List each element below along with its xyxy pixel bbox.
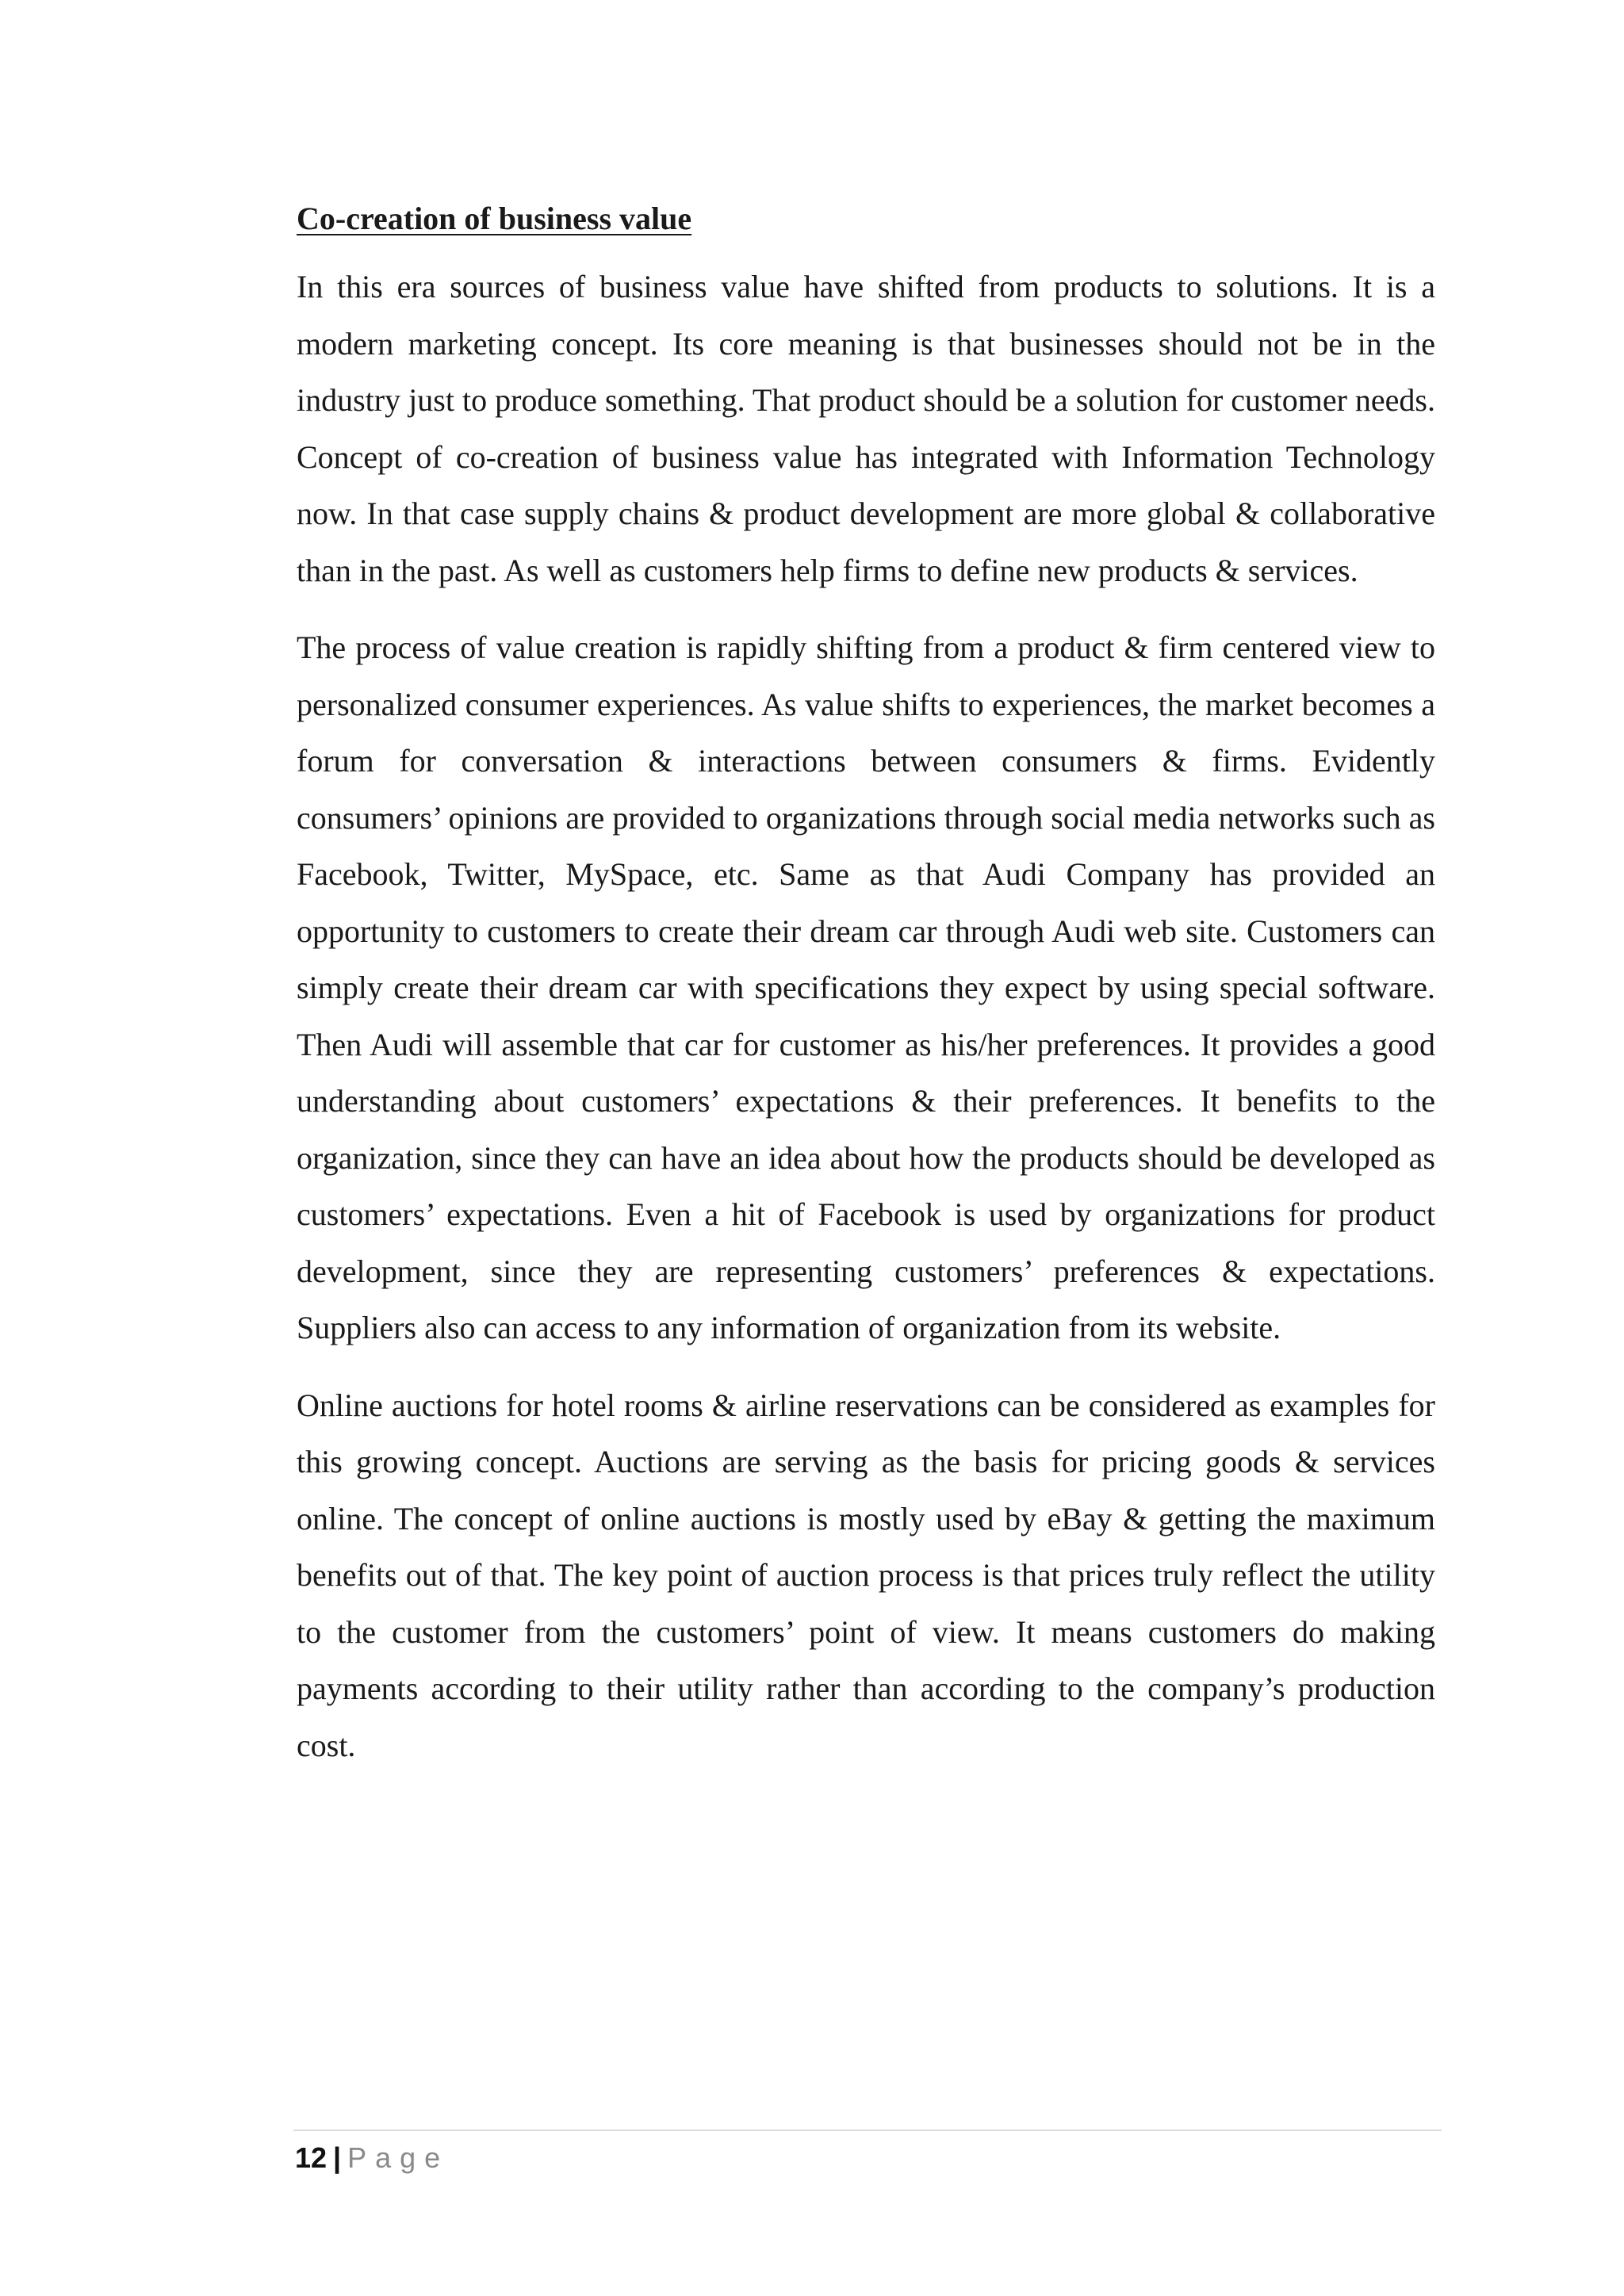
footer-separator: | (333, 2141, 342, 2174)
footer-page-indicator (295, 2139, 449, 2177)
page-content (297, 190, 1435, 1794)
section-heading: Co-creation of business value (297, 201, 692, 236)
paragraph-1: In this era sources of business value have shifted from products to solutions. It is a modern marketing concept. Its core meaning is that businesses should not be in the industry just to produce something. That product should be a solution for customer needs. Concept of co-creation of business value has integrated with Information Technology now. In that case supply chains & product development are more global & collaborative than in the past. As well as customers help firms to define new products & services. (297, 269, 1435, 588)
paragraph-2: The process of value creation is rapidly shifting from a product & firm centered view to personalized consumer experiences. As value shifts to experiences, the market becomes a forum for conversation & interactions between consumers & firms. Evidently consumers’ opinions are provided to organizations through social media networks such as Facebook, Twitter, MySpace, etc. Same as that Audi Company has provided an opportunity to customers to create their dream car through Audi web site. Customers can simply create their dream car with specifications they expect by using special software. Then Audi will assemble that car for customer as his/her preferences. It provides a good understanding about customers’ expectations & their preferences. It benefits to the organization, since they can have an idea about how the products should be developed as customers’ expectations. Even a hit of Facebook is used by organizations for product development, since they are representing customers’ preferences & expectations. Suppliers also can access to any information of organization from its website. (297, 629, 1435, 1345)
page-footer (293, 2130, 1442, 2174)
page-label: Page (347, 2141, 450, 2174)
page-number: 12 (295, 2141, 327, 2174)
paragraph-3: Online auctions for hotel rooms & airline reservations can be considered as examples for this growing concept. Auctions are serving as the basis for pricing goods & services online. The concept of online auctions is mostly used by eBay & getting the maximum benefits out of that. The key point of auction process is that prices truly reflect the utility to the customer from the customers’ point of view. It means customers do making payments according to their utility rather than according to the company’s production cost. (297, 1387, 1435, 1763)
